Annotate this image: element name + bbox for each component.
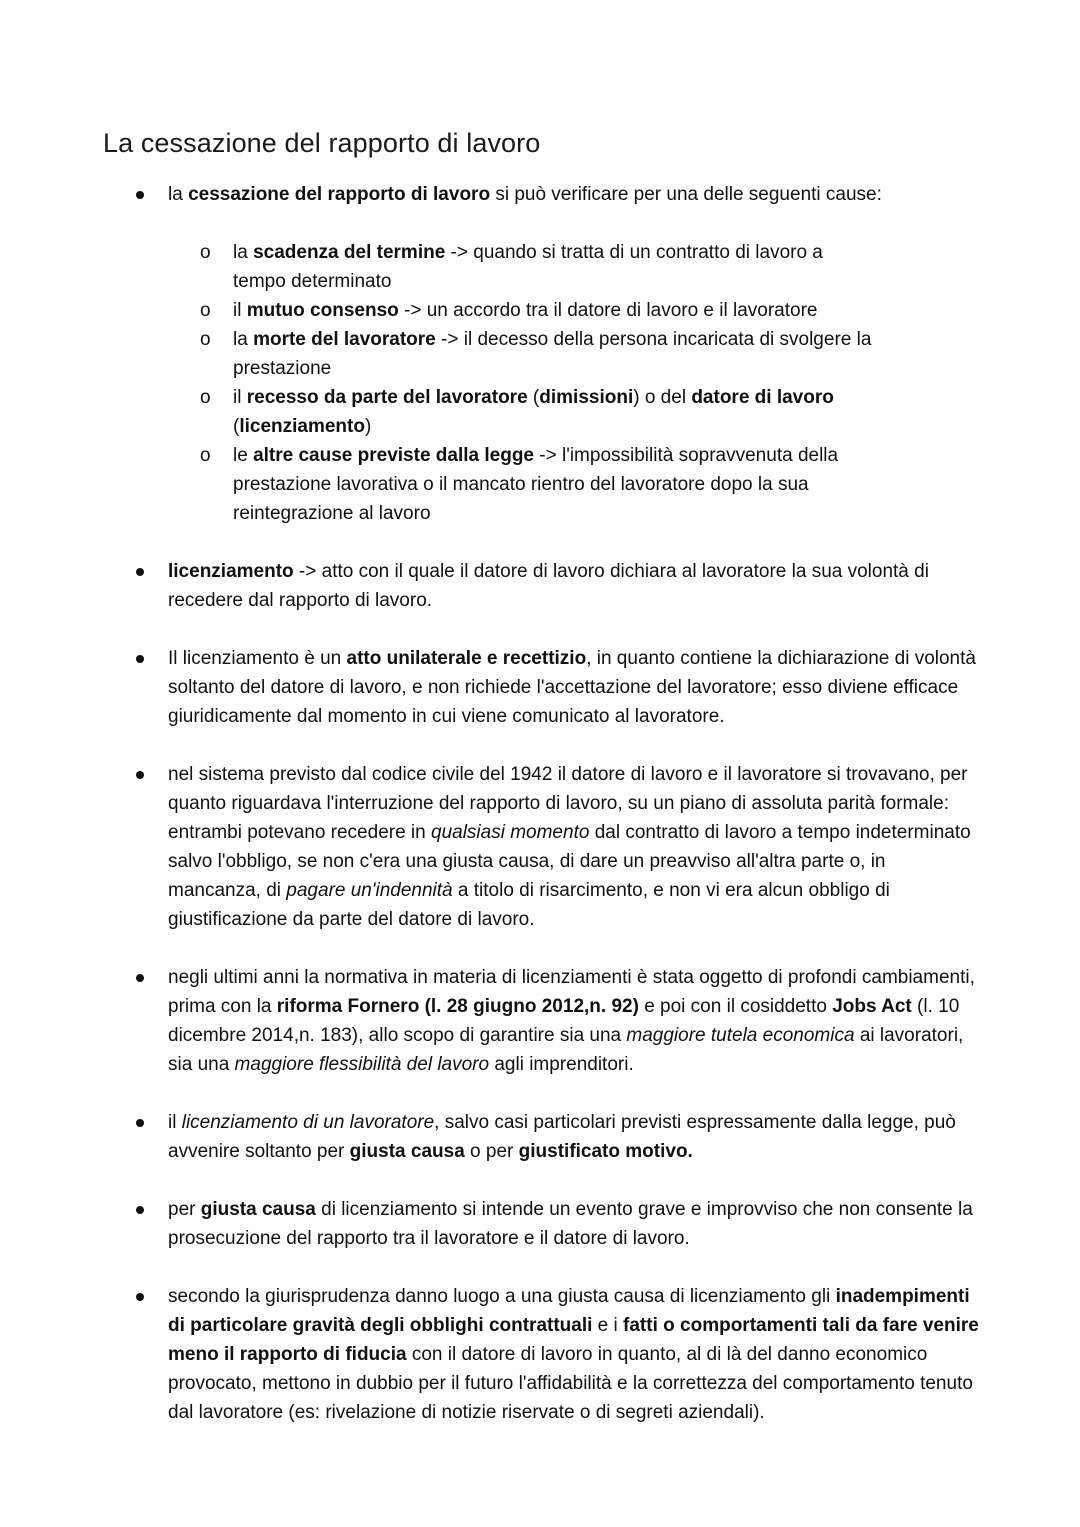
bold-text: inadempimenti di particolare gravità degli obblighi contrattuali <box>168 1286 970 1336</box>
text: ( <box>233 416 240 437</box>
text: -> l'impossibilità sopravvenuta della prestazione lavorativa o il mancato rientro del lavoratore dopo la sua reintegrazione al lavoro <box>233 445 839 524</box>
text: ( <box>527 387 540 408</box>
text: per <box>168 1199 201 1220</box>
text: a titolo di risarcimento, e non vi era alcun obbligo di giustificazione da parte del datore di lavoro. <box>168 880 890 930</box>
sub-item-recesso <box>0 383 980 441</box>
text: le <box>233 445 254 466</box>
bullet-dot <box>136 1206 144 1214</box>
text: , salvo casi particolari previsti espressamente dalla legge, può avvenire soltanto per <box>168 1112 956 1162</box>
bold-text: dimissioni <box>539 387 634 408</box>
text: la <box>233 329 254 350</box>
circle-marker: o <box>200 242 211 263</box>
bullet-item-giusta-causa-motivo <box>0 1108 1080 1166</box>
text: dal contratto di lavoro a tempo indeterminato salvo l'obbligo, se non c'era una giusta causa, di dare un preavviso all'altra parte o, in mancanza, di <box>168 822 971 901</box>
text: , in quanto contiene la dichiarazione di volontà soltanto del datore di lavoro, e non richiede l'accettazione del lavoratore; esso diviene efficace giuridicamente dal momento in cui viene comunicato al lavoratore. <box>168 648 976 727</box>
text: (l. 10 dicembre 2014,n. 183), allo scopo di garantire sia una <box>168 996 960 1046</box>
sub-item-altre-cause <box>0 441 980 528</box>
bullet-item-licenziamento-def <box>0 557 1080 615</box>
text: secondo la giurisprudenza danno luogo a una giusta causa di licenziamento gli <box>168 1286 836 1307</box>
bold-text: riforma Fornero (l. 28 giugno 2012,n. 92) <box>276 996 639 1017</box>
bold-text: giustificato motivo. <box>518 1141 693 1162</box>
sub-item-mutuo-consenso <box>0 296 980 325</box>
text: ai lavoratori, sia una <box>168 1025 964 1075</box>
text: il <box>168 1112 182 1133</box>
bullet-item-riforme <box>0 963 1080 1079</box>
sub-item-scadenza <box>0 238 980 296</box>
bullet-item-atto-unilaterale <box>0 644 1080 731</box>
bullet-dot <box>136 191 144 199</box>
bullet-dot <box>136 1293 144 1301</box>
bold-text: morte del lavoratore <box>253 329 436 350</box>
page-title: La cessazione del rapporto di lavoro <box>103 128 541 158</box>
text: ) o del <box>633 387 692 408</box>
bold-text: recesso da parte del lavoratore <box>246 387 528 408</box>
bullet-dot <box>136 771 144 779</box>
text: Il licenziamento è un <box>168 648 347 669</box>
bold-text: giusta causa <box>200 1199 316 1220</box>
text: -> il decesso della persona incaricata di svolgere la prestazione <box>233 329 872 379</box>
text: negli ultimi anni la normativa in materia di licenziamenti è stata oggetto di profondi cambiamenti, prima con la <box>168 967 975 1017</box>
bold-text: Jobs Act <box>832 996 912 1017</box>
bullet-dot <box>136 655 144 663</box>
text: -> un accordo tra il datore di lavoro e il lavoratore <box>398 300 818 321</box>
circle-marker: o <box>200 300 211 321</box>
bullet-item-giurisprudenza <box>0 1282 1080 1427</box>
bold-text: mutuo consenso <box>246 300 399 321</box>
sub-item-morte <box>0 325 980 383</box>
bold-text: fatti o comportamenti tali da fare venire meno il rapporto di fiducia <box>168 1315 979 1365</box>
bold-text: altre cause previste dalla legge <box>253 445 534 466</box>
bold-text: atto unilaterale e recettizio <box>346 648 587 669</box>
circle-marker: o <box>200 387 211 408</box>
text: il <box>233 387 247 408</box>
text: e i <box>592 1315 624 1336</box>
text: la <box>233 242 254 263</box>
italic-text: licenziamento di un lavoratore <box>181 1112 435 1133</box>
bold-text: licenziamento <box>168 561 294 582</box>
text: ) <box>364 416 372 437</box>
text: agli imprenditori. <box>489 1054 634 1075</box>
circle-marker: o <box>200 329 211 350</box>
bold-text: datore di lavoro <box>691 387 834 408</box>
bullet-list <box>0 180 1080 1456</box>
bullet-item-giusta-causa-def <box>0 1195 1080 1253</box>
sub-list <box>168 238 980 528</box>
text: la <box>168 184 189 205</box>
italic-text: maggiore tutela economica <box>626 1025 855 1046</box>
text: con il datore di lavoro in quanto, al di là del danno economico provocato, mettono in dubbio per il futuro l'affidabilità e la correttezza del comportamento tenuto dal lavoratore (es: rivelazione di notizie riservate o di segreti aziendali). <box>168 1344 973 1423</box>
text: e poi con il cosiddetto <box>638 996 833 1017</box>
text: nel sistema previsto dal codice civile del 1942 il datore di lavoro e il lavoratore si trovavano, per quanto riguardava l'interruzione del rapporto di lavoro, su un piano di assoluta parità formale: entrambi potevano recedere in <box>168 764 968 843</box>
italic-text: maggiore flessibilità del lavoro <box>234 1054 490 1075</box>
bold-text: licenziamento <box>239 416 365 437</box>
italic-text: pagare un'indennità <box>286 880 453 901</box>
text: o per <box>464 1141 519 1162</box>
bold-text: scadenza del termine <box>253 242 446 263</box>
bullet-item-codice-civile <box>0 760 1080 934</box>
text: il <box>233 300 247 321</box>
bullet-dot <box>136 974 144 982</box>
bold-text: giusta causa <box>349 1141 465 1162</box>
text: -> atto con il quale il datore di lavoro dichiara al lavoratore la sua volontà di recedere dal rapporto di lavoro. <box>168 561 929 611</box>
text: si può verificare per una delle seguenti cause: <box>490 184 882 205</box>
text: di licenziamento si intende un evento grave e improvviso che non consente la prosecuzione del rapporto tra il lavoratore e il datore di lavoro. <box>168 1199 973 1249</box>
circle-marker: o <box>200 445 211 466</box>
bullet-dot <box>136 568 144 576</box>
bullet-item-cause <box>0 180 1080 528</box>
bullet-dot <box>136 1119 144 1127</box>
bold-text: cessazione del rapporto di lavoro <box>188 184 491 205</box>
text: -> quando si tratta di un contratto di lavoro a tempo determinato <box>233 242 823 292</box>
italic-text: qualsiasi momento <box>431 822 590 843</box>
